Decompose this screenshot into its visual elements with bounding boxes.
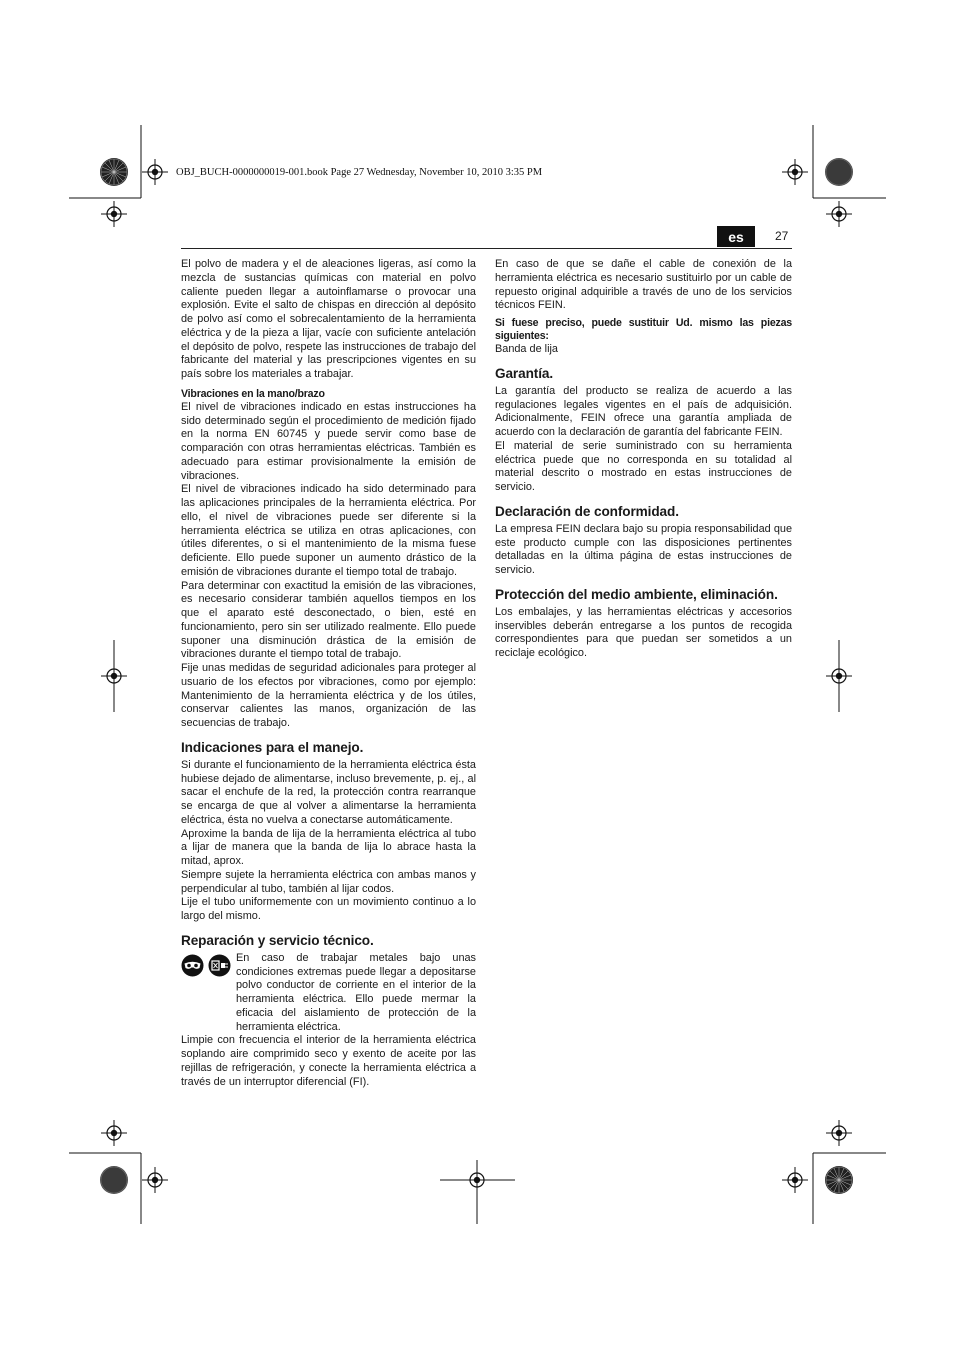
book-file-header: OBJ_BUCH-0000000019-001.book Page 27 Wednesday, November 10, 2010 3:35 PM (176, 167, 543, 178)
left-column (181, 258, 476, 1089)
eye-protection-icon (181, 954, 204, 977)
vibration-paragraph: Fije unas medidas de seguridad adicionales para proteger al usuario de los efectos por vibraciones, como por ejemplo: Mantenimiento de la herramienta eléctrica y de los útiles, conservar calientes las manos, organización de las secuencias de trabajo. (181, 662, 476, 729)
service-warning-block (181, 952, 476, 1035)
power-unplug-icon (208, 954, 231, 977)
environment-heading: Protección del medio ambiente, eliminación. (495, 586, 778, 602)
page-number: 27 (775, 229, 789, 243)
dust-warning-paragraph: El polvo de madera y el de aleaciones ligeras, así como la mezcla de sustancias químicas con material en polvo caliente pueden llegar a autoinflamarse o provocar una explosión. Evite el salto de chispas en dirección al depósito de polvo así como el sobrecalentamiento de la herramienta eléctrica y de la pieza a lijar, vacíe con suficiente antelación el depósito de polvo, respete las instrucciones de trabajo del fabricante del material y las prescripciones vigentes en su país sobre los materiales a trabajar. (181, 258, 476, 380)
conformity-paragraph: La empresa FEIN declara bajo su propia responsabilidad que este producto cumple con las disposiciones pertinentes detalladas en la última página de estas instrucciones de servicio. (495, 522, 792, 576)
replace-parts-heading: Si fuese preciso, puede sustituir Ud. mismo las piezas siguientes: (495, 317, 792, 342)
handling-paragraph: Aproxime la banda de lija de la herramienta eléctrica al tubo a lijar de manera que la banda de lija lo abrace hasta la mitad, aprox. (181, 827, 476, 867)
conformity-heading: Declaración de conformidad. (495, 503, 679, 519)
warranty-paragraph: El material de serie suministrado con su herramienta eléctrica puede que no corresponda en su totalidad al material descrito o mostrado en estas instrucciones de servicio. (495, 439, 792, 493)
warranty-heading: Garantía. (495, 365, 554, 381)
warranty-paragraph: La garantía del producto se realiza de acuerdo a las regulaciones legales vigentes en el país de adquisición. Adicionalmente, FEIN ofrece una garantía ampliada de acuerdo con la declaración de garantía del fabricante FEIN. (495, 384, 792, 438)
language-tab: es (717, 226, 755, 247)
handling-paragraph: Lije el tubo uniformemente con un movimiento continuo a lo largo del mismo. (181, 896, 476, 922)
handling-paragraph: Siempre sujete la herramienta eléctrica con ambas manos y perpendicular al tubo, también al lijar codos. (181, 868, 476, 895)
vibration-paragraph: Para determinar con exactitud la emisión de las vibraciones, es necesario considerar también aquellos tiempos en los que el aparato esté desconectado, o bien, esté en funcionamiento, pero sin ser utilizado realmente. Ello puede suponer una disminución drástica de la emisión de vibraciones durante el tiempo total de trabajo. (181, 579, 476, 661)
vibration-paragraph: El nivel de vibraciones indicado ha sido determinado para las aplicaciones principales de la herramienta eléctrica. Por ello, el nivel de vibraciones puede ser diferente si la herramienta eléctrica se utiliza en otras aplicaciones, con útiles diferentes, o si el mantenimiento de la misma fuese deficiente. Ello puede suponer un aumento drástico de la emisión de vibraciones durante el tiempo total de trabajo. (181, 483, 476, 578)
environment-paragraph: Los embalajes, y las herramientas eléctricas y accesorios inservibles deberán entregarse a los puntos de recogida correspondientes para que puedan ser sometidos a un reciclaje ecológico. (495, 605, 792, 659)
cable-note-paragraph: En caso de que se dañe el cable de conexión de la herramienta eléctrica es necesario sustituirlo por un cable de repuesto original adquirible a través de uno de los servicios técnicos FEIN. (495, 258, 792, 312)
header-rule (181, 248, 792, 249)
service-warning-paragraph: En caso de trabajar metales bajo unas condiciones extremas puede llegar a depositarse polvo conductor de corriente en el interior de la herramienta eléctrica. Ello puede mermar la eficacia del aislamiento de protección de la herramienta eléctrica. (236, 951, 476, 1033)
warning-icons (181, 954, 231, 977)
handling-heading: Indicaciones para el manejo. (181, 739, 364, 755)
vibration-heading: Vibraciones en la mano/brazo (181, 387, 325, 400)
right-column (495, 258, 792, 661)
handling-paragraph: Si durante el funcionamiento de la herramienta eléctrica ésta hubiese dejado de alimentarse, incluso brevemente, p. ej., al sacar el enchufe de la red, la protección contra rearranque se encarga de que al volver a alimentarse la herramienta eléctrica, ésta no vuelva a conectarse automáticamente. (181, 758, 476, 826)
service-heading: Reparación y servicio técnico. (181, 932, 374, 948)
vibration-paragraph: El nivel de vibraciones indicado en estas instrucciones ha sido determinado según el procedimiento de medición fijado en la norma EN 60745 y puede servir como base de comparación con otras herramientas eléctricas. También es adecuado para estimar provisionalmente la emisión de vibraciones. (181, 400, 476, 482)
service-cleaning-paragraph: Limpie con frecuencia el interior de la herramienta eléctrica soplando aire comprimido seco y exento de aceite por las rejillas de refrigeración, y conecte la herramienta eléctrica a través de un interruptor diferencial (FI). (181, 1034, 476, 1088)
replace-parts-item: Banda de lija (495, 343, 558, 355)
